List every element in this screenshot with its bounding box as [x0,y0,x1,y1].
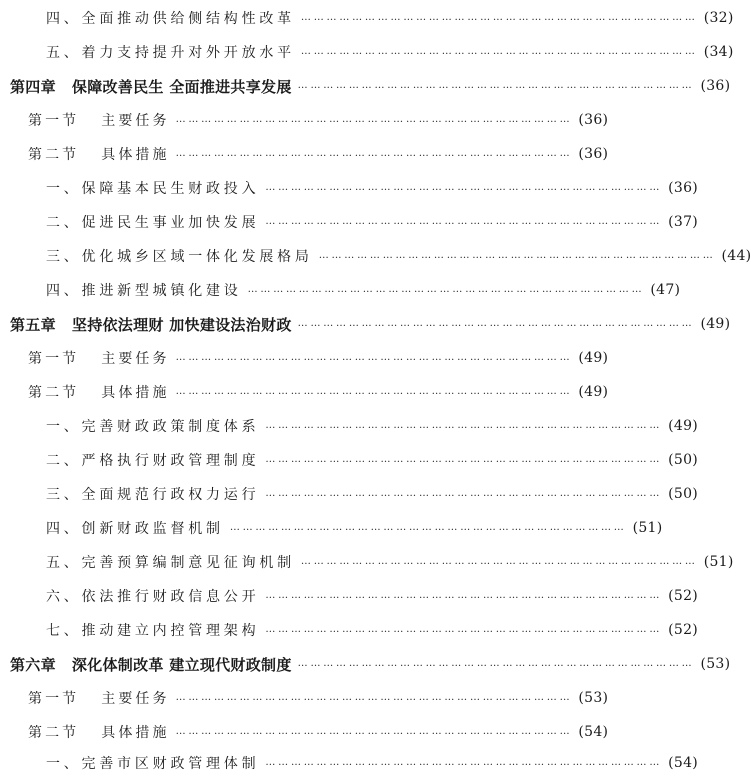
toc-entry-page-number: (50) [668,452,699,468]
toc-entry[interactable] [0,1,734,35]
toc-chapter-number: 第六章 [10,655,56,674]
toc-entry-title: 二、促进民生事业加快发展 [46,215,260,231]
toc-entry-title: 四、推进新型城镇化建设 [46,283,242,299]
toc-entry-page-number: (36) [578,146,609,162]
toc-entry-title: 二、严格执行财政管理制度 [46,453,260,469]
toc-entry-title: 四、全面推动供给侧结构性改革 [46,11,295,27]
toc-entry-page-number: (54) [578,724,609,740]
leader-dots: ………………………………………………………………………………… [300,556,698,567]
leader-dots: ………………………………………………………………………………… [175,148,573,159]
toc-section-entry[interactable] [0,375,609,409]
toc-section-title: 具体措施 [101,385,170,401]
toc-section-number: 第二节 [28,147,80,163]
toc-entry[interactable] [0,205,699,239]
toc-chapter-number: 第四章 [10,77,56,96]
toc-entry-page-number: (53) [578,690,609,706]
toc-section-number: 第二节 [28,725,80,741]
toc-section-title: 具体措施 [101,725,170,741]
toc-entry[interactable] [0,579,699,613]
toc-entry-page-number: (37) [668,214,699,230]
toc-entry[interactable] [0,273,681,307]
leader-dots: ………………………………………………………………………………… [175,386,573,397]
leader-dots: ………………………………………………………………………………… [265,488,663,499]
leader-dots: ………………………………………………………………………………… [300,46,698,57]
leader-dots: ………………………………………………………………………………… [297,318,695,329]
toc-entry-page-number: (34) [703,44,734,60]
toc-entry-page-number: (49) [668,418,699,434]
toc-entry[interactable] [0,746,699,780]
leader-dots: ………………………………………………………………………………… [265,454,663,465]
toc-entry-page-number: (54) [668,755,699,771]
toc-section-entry[interactable] [0,341,609,375]
leader-dots: ………………………………………………………………………………… [175,726,573,737]
toc-chapter-title: 深化体制改革 建立现代财政制度 [71,655,292,674]
toc-section-entry[interactable] [0,715,609,749]
toc-entry-title: 五、着力支持提升对外开放水平 [46,45,295,61]
leader-dots: ………………………………………………………………………………… [175,114,573,125]
toc-entry-page-number: (49) [578,350,609,366]
toc-entry[interactable] [0,613,699,647]
toc-entry-page-number: (49) [578,384,609,400]
toc-section-entry[interactable] [0,681,609,715]
toc-section-title: 具体措施 [101,147,170,163]
leader-dots: ………………………………………………………………………………… [300,12,698,23]
toc-entry-page-number: (47) [650,282,681,298]
toc-chapter-title: 坚持依法理财 加快建设法治财政 [71,315,292,334]
toc-entry[interactable] [0,443,699,477]
leader-dots: ………………………………………………………………………………… [297,658,695,669]
toc-section-entry[interactable] [0,103,609,137]
leader-dots: ………………………………………………………………………………… [297,80,695,91]
leader-dots: ………………………………………………………………………………… [265,624,663,635]
toc-entry[interactable] [0,545,734,579]
toc-section-number: 第一节 [28,691,80,707]
toc-section-number: 第一节 [28,351,80,367]
toc-entry-title: 三、全面规范行政权力运行 [46,487,260,503]
toc-section-number: 第一节 [28,113,80,129]
leader-dots: ………………………………………………………………………………… [265,182,663,193]
leader-dots: ………………………………………………………………………………… [247,284,645,295]
toc-entry[interactable] [0,477,699,511]
leader-dots: ………………………………………………………………………………… [265,590,663,601]
leader-dots: ………………………………………………………………………………… [265,420,663,431]
toc-entry-page-number: (52) [668,588,699,604]
toc-entry[interactable] [0,409,699,443]
toc-entry-title: 四、创新财政监督机制 [46,521,224,537]
toc-entry[interactable] [0,171,699,205]
toc-entry-title: 三、优化城乡区域一体化发展格局 [46,249,313,265]
toc-entry-page-number: (44) [721,248,751,264]
toc-entry-title: 一、完善市区财政管理体制 [46,756,260,772]
toc-chapter-entry[interactable] [0,647,731,681]
toc-entry-title: 一、保障基本民生财政投入 [46,181,260,197]
toc-entry-title: 五、完善预算编制意见征询机制 [46,555,295,571]
toc-chapter-title: 保障改善民生 全面推进共享发展 [71,77,292,96]
toc-entry[interactable] [0,511,663,545]
toc-entry-page-number: (53) [700,656,731,672]
toc-entry-page-number: (51) [632,520,663,536]
leader-dots: ………………………………………………………………………………… [318,250,716,261]
toc-entry-title: 一、完善财政政策制度体系 [46,419,260,435]
toc-entry-page-number: (51) [703,554,734,570]
leader-dots: ………………………………………………………………………………… [265,216,663,227]
toc-section-entry[interactable] [0,137,609,171]
toc-entry-page-number: (36) [700,78,731,94]
toc-section-title: 主要任务 [101,113,170,129]
toc-entry[interactable] [0,35,734,69]
toc-entry-page-number: (36) [578,112,609,128]
toc-section-number: 第二节 [28,385,80,401]
toc-chapter-entry[interactable] [0,69,731,103]
toc-chapter-entry[interactable] [0,307,731,341]
toc-section-title: 主要任务 [101,691,170,707]
toc-entry-page-number: (50) [668,486,699,502]
toc-entry[interactable] [0,239,751,273]
toc-section-title: 主要任务 [101,351,170,367]
toc-entry-page-number: (52) [668,622,699,638]
toc-entry-page-number: (32) [703,10,734,26]
toc-entry-title: 六、依法推行财政信息公开 [46,589,260,605]
leader-dots: ………………………………………………………………………………… [265,757,663,768]
leader-dots: ………………………………………………………………………………… [175,692,573,703]
toc-entry-page-number: (49) [700,316,731,332]
leader-dots: ………………………………………………………………………………… [175,352,573,363]
toc-chapter-number: 第五章 [10,315,56,334]
toc-entry-title: 七、推动建立内控管理架构 [46,623,260,639]
leader-dots: ………………………………………………………………………………… [229,522,627,533]
toc-entry-page-number: (36) [668,180,699,196]
